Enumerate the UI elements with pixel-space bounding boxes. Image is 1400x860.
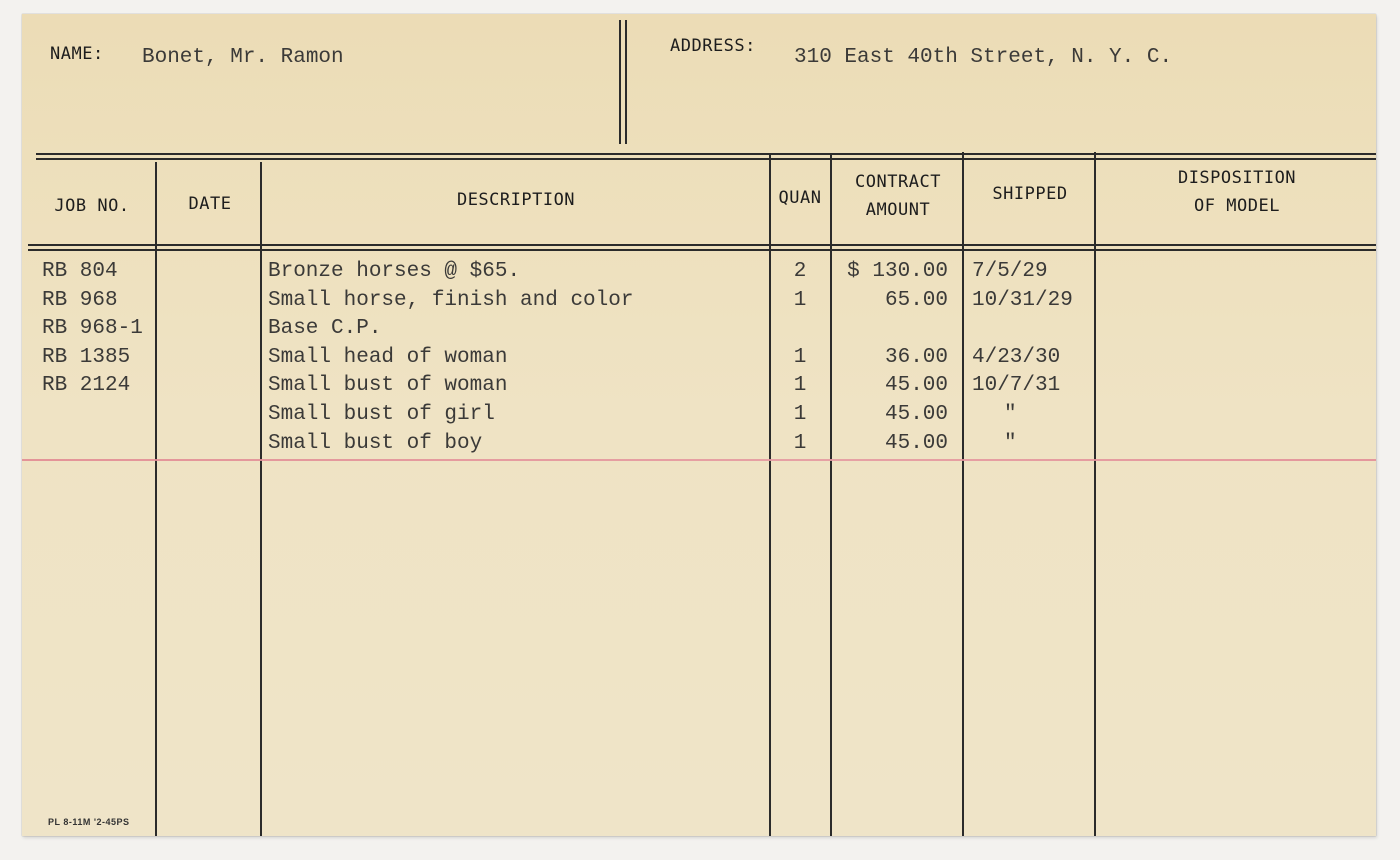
row-description: Bronze horses @ $65. <box>268 260 521 283</box>
red-rule <box>22 459 1376 461</box>
row-contract-amount: 45.00 <box>884 403 948 426</box>
address-value: 310 East 40th Street, N. Y. C. <box>794 46 1173 69</box>
row-quantity: 1 <box>793 403 807 426</box>
name-value: Bonet, Mr. Ramon <box>142 46 344 69</box>
row-shipped-date: 4/23/30 <box>972 345 1061 369</box>
row-job-number: RB 968 <box>42 288 118 312</box>
col-job-no: JOB NO. <box>54 196 130 216</box>
column-line <box>830 154 832 836</box>
address-label: ADDRESS: <box>670 36 756 56</box>
col-quan: QUAN <box>778 188 822 208</box>
row-shipped-date: " <box>1004 403 1017 426</box>
row-contract-amount: $ 130.00 <box>847 260 948 283</box>
col-disposition-2: OF MODEL <box>1194 196 1280 216</box>
column-line <box>769 154 771 836</box>
col-description: DESCRIPTION <box>456 190 576 210</box>
col-shipped: SHIPPED <box>992 184 1068 204</box>
name-label: NAME: <box>50 44 104 64</box>
row-quantity: 1 <box>793 374 807 398</box>
row-job-number: RB 1385 <box>42 345 131 369</box>
column-line <box>260 162 262 836</box>
row-quantity: 1 <box>793 431 807 455</box>
col-date: DATE <box>188 194 232 214</box>
col-contract-amount-2: AMOUNT <box>865 200 931 220</box>
row-description: Small bust of woman <box>268 374 508 398</box>
row-contract-amount: 65.00 <box>884 288 948 312</box>
header-divider-2 <box>625 20 627 144</box>
col-disposition-1: DISPOSITION <box>1177 168 1297 188</box>
row-contract-amount: 45.00 <box>884 374 948 398</box>
row-job-number: RB 2124 <box>42 374 131 398</box>
row-contract-amount: 45.00 <box>884 431 948 455</box>
column-header-rule-2 <box>28 249 1376 251</box>
row-quantity: 1 <box>793 345 807 369</box>
row-quantity: 1 <box>793 288 807 312</box>
row-shipped-date: 10/7/31 <box>972 374 1061 398</box>
row-quantity: 2 <box>793 260 807 283</box>
column-line <box>1094 152 1096 836</box>
row-shipped-date: 10/31/29 <box>972 288 1073 312</box>
header-rule-2 <box>36 158 1376 160</box>
record-card <box>22 14 1376 836</box>
col-contract-amount-1: CONTRACT <box>855 172 941 192</box>
header-rule <box>36 153 1376 155</box>
column-line <box>962 152 964 836</box>
row-description: Small bust of boy <box>268 431 483 455</box>
column-line <box>155 162 157 836</box>
row-job-number: RB 804 <box>42 260 118 283</box>
form-code: PL 8-11M '2-45PS <box>48 817 130 827</box>
row-shipped-date: 7/5/29 <box>972 260 1048 283</box>
row-description: Small head of woman <box>268 345 508 369</box>
column-header-rule <box>28 244 1376 246</box>
row-job-number: RB 968-1 <box>42 317 143 341</box>
row-description: Base C.P. <box>268 317 382 341</box>
row-description: Small horse, finish and color <box>268 288 634 312</box>
row-shipped-date: " <box>1004 431 1017 455</box>
row-contract-amount: 36.00 <box>884 345 948 369</box>
header-divider <box>619 20 621 144</box>
row-description: Small bust of girl <box>268 403 495 426</box>
